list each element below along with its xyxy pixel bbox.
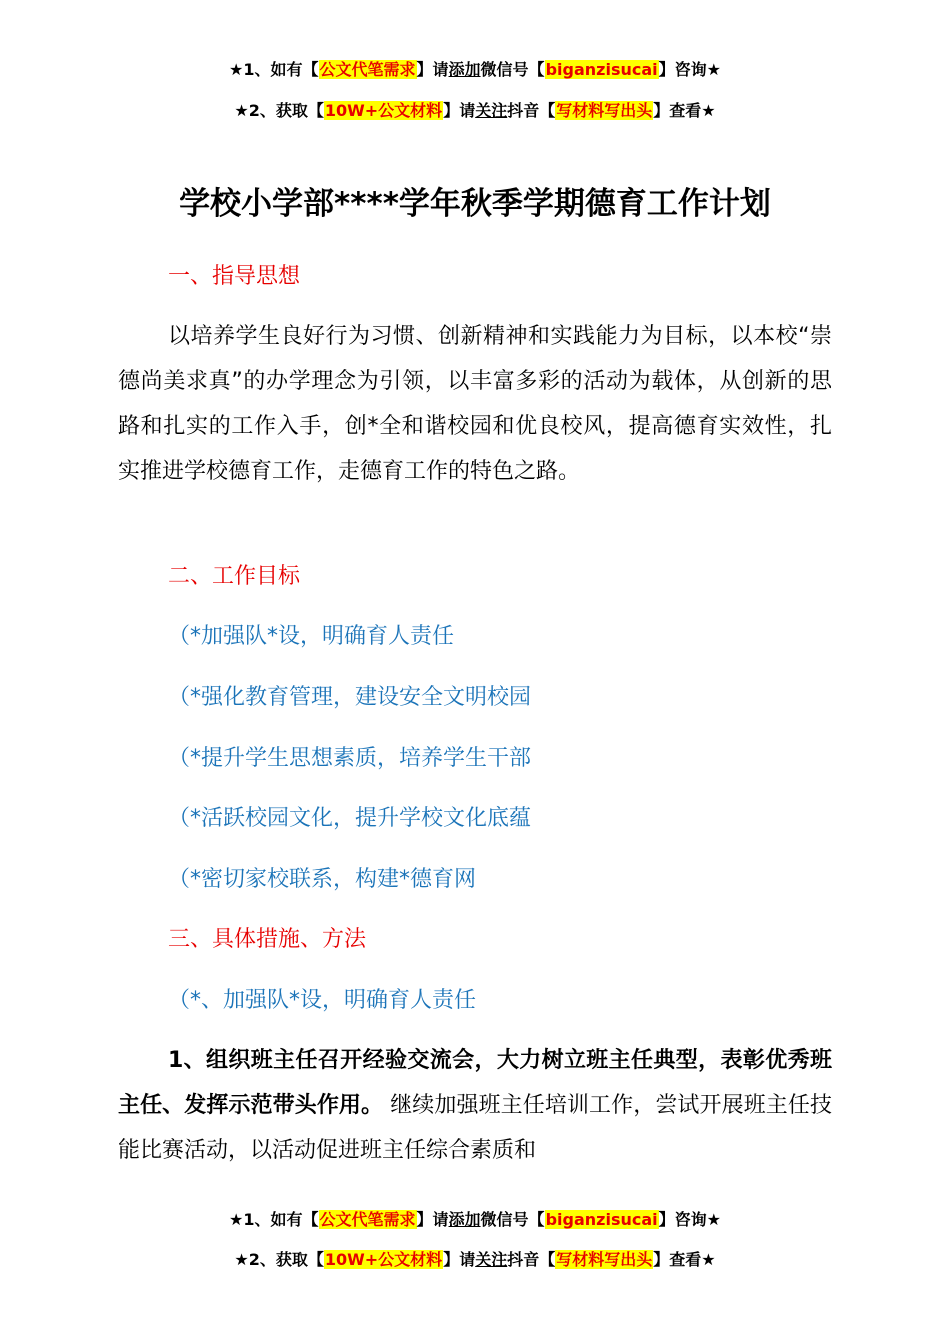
bottom-banner-line-1: [0, 1209, 950, 1231]
banner-text: 抖音【: [507, 1250, 556, 1269]
goal-item: （*活跃校园文化，提升学校文化底蕴: [168, 806, 532, 831]
banner-underlined-text: 添加: [448, 60, 481, 79]
banner-wechat-id: biganzisucai: [545, 1210, 658, 1229]
banner-text: 】查看★: [653, 1250, 716, 1269]
banner-underlined-text: 关注: [475, 101, 508, 120]
section-heading-guiding-ideology: 一、指导思想: [168, 264, 301, 289]
goal-item: （*密切家校联系，构建*德育网: [168, 867, 477, 892]
banner-highlight: 10W+公文材料: [324, 1250, 443, 1269]
top-banner-line-2: [0, 100, 950, 122]
section-paragraph-guiding-ideology: 以培养学生良好行为习惯、创新精神和实践能力为目标，以本校“崇德尚美求真”的办学理念为引领，以丰富多彩的活动为载体，从创新的思路和扎实的工作入手，创*全和谐校园和优良校风，提高德育实效性，扎实推进学校德育工作，走德育工作的特色之路。: [118, 324, 832, 484]
banner-underlined-text: 关注: [475, 1250, 508, 1269]
banner-text: 】咨询★: [658, 1210, 721, 1229]
banner-text: ★1、如有【: [229, 1210, 319, 1229]
subsection-heading: （*、加强队*设，明确育人责任: [168, 988, 477, 1013]
banner-text: 】请: [443, 1250, 476, 1269]
measure-paragraph: [118, 1038, 832, 1173]
banner-underlined-text: 添加: [448, 1210, 481, 1229]
banner-douyin-id: 写材料写出头: [556, 1250, 653, 1269]
banner-text: ★2、获取【: [234, 101, 324, 120]
measure-paragraph-bold-lead: 1、组织班主任召开经验交流会，大力树立班主任典型，表彰优秀班主任、发挥示范带头作用。: [118, 1048, 832, 1118]
goal-item: （*加强队*设，明确育人责任: [168, 624, 455, 649]
goal-item: （*强化教育管理，建设安全文明校园: [168, 685, 532, 710]
banner-highlight: 公文代笔需求: [319, 1210, 416, 1229]
top-banner-line-1: [0, 59, 950, 81]
banner-highlight: 公文代笔需求: [319, 60, 416, 79]
measure-paragraph-text: 继续加强班主任培训工作，尝试开展班主任技能比赛活动，以活动促进班主任综合素质和: [118, 1093, 832, 1163]
section-heading-work-goals: 二、工作目标: [168, 564, 301, 589]
bottom-banner-line-2: [0, 1249, 950, 1271]
banner-text: 】咨询★: [658, 60, 721, 79]
banner-text: 】请: [443, 101, 476, 120]
document-title: 学校小学部****学年秋季学期德育工作计划: [179, 186, 771, 222]
banner-text: 微信号【: [480, 1210, 545, 1229]
banner-text: 抖音【: [507, 101, 556, 120]
banner-text: 】查看★: [653, 101, 716, 120]
banner-text: 】请: [416, 60, 449, 79]
banner-highlight: 10W+公文材料: [324, 101, 443, 120]
banner-text: 微信号【: [480, 60, 545, 79]
banner-text: 】请: [416, 1210, 449, 1229]
banner-douyin-id: 写材料写出头: [556, 101, 653, 120]
banner-text: ★2、获取【: [234, 1250, 324, 1269]
section-heading-measures: 三、具体措施、方法: [168, 927, 367, 952]
banner-text: ★1、如有【: [229, 60, 319, 79]
banner-wechat-id: biganzisucai: [545, 60, 658, 79]
goal-item: （*提升学生思想素质，培养学生干部: [168, 746, 532, 771]
